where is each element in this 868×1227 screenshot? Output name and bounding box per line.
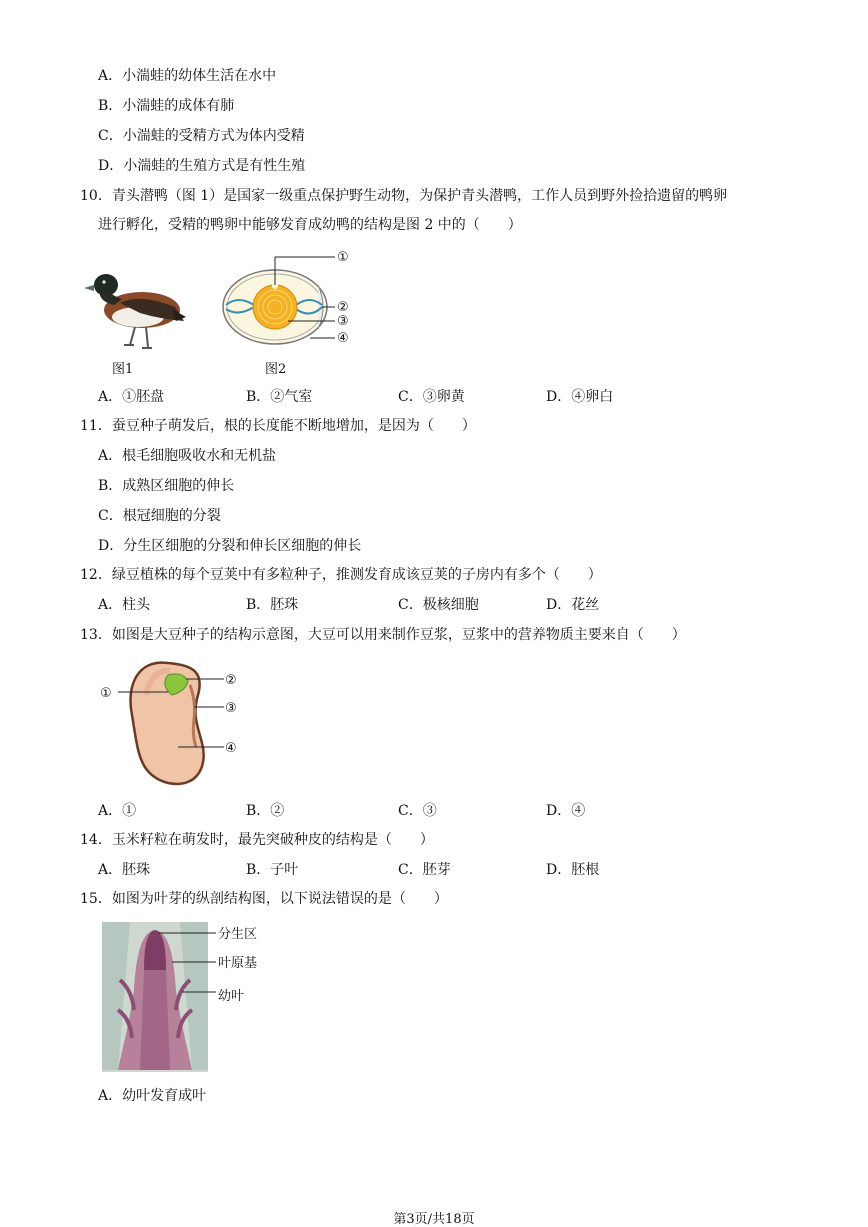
q14-option-d: D．胚根 (546, 862, 600, 878)
q13-stem: 13．如图是大豆种子的结构示意图，大豆可以用来制作豆浆，豆浆中的营养物质主要来自（ ） (80, 627, 686, 643)
leaf-bud-figure (100, 920, 280, 1075)
q11-option-d: D．分生区细胞的分裂和伸长区细胞的伸长 (98, 538, 362, 554)
q10-stem-line2: 进行孵化，受精的鸭卵中能够发育成幼鸭的结构是图 2 中的（ ） (98, 217, 522, 233)
egg-label-1: ① (337, 250, 349, 265)
bud-label-young-leaf: 幼叶 (218, 989, 245, 1004)
q10-option-a: A．①胚盘 (98, 389, 165, 405)
page-footer: 第3页/共18页 (393, 1212, 475, 1227)
seed-label-2: ② (225, 673, 237, 688)
q13-option-d: D．④ (546, 803, 586, 819)
bud-label-meristem: 分生区 (218, 927, 258, 942)
egg-structure-figure (218, 245, 363, 355)
q13-option-a: A．① (98, 803, 137, 819)
q13-option-c: C．③ (398, 803, 437, 819)
q15-option-a: A．幼叶发育成叶 (98, 1088, 207, 1104)
q10-option-b: B．②气室 (246, 389, 313, 405)
seed-label-3: ③ (225, 701, 237, 716)
q10-option-d: D．④卵白 (546, 389, 614, 405)
q14-option-c: C．胚芽 (398, 862, 451, 878)
q12-option-c: C．极核细胞 (398, 597, 479, 613)
q11-option-c: C．根冠细胞的分裂 (98, 508, 221, 524)
q11-option-a: A．根毛细胞吸收水和无机盐 (98, 448, 277, 464)
q15-stem: 15．如图为叶芽的纵剖结构图，以下说法错误的是（ ） (80, 891, 448, 907)
q12-stem: 12．绿豆植株的每个豆荚中有多粒种子，推测发育成该豆荚的子房内有多个（ ） (80, 567, 602, 583)
soybean-seed-figure (98, 655, 248, 790)
q14-option-b: B．子叶 (246, 862, 299, 878)
q11-option-b: B．成熟区细胞的伸长 (98, 478, 235, 494)
q9-option-d: D．小湍蛙的生殖方式是有性生殖 (98, 158, 306, 174)
egg-label-4: ④ (337, 331, 349, 346)
q14-stem: 14．玉米籽粒在萌发时，最先突破种皮的结构是（ ） (80, 832, 434, 848)
q10-option-c: C．③卵黄 (398, 389, 465, 405)
q9-option-b: B．小湍蛙的成体有肺 (98, 98, 235, 114)
q14-option-a: A．胚珠 (98, 862, 151, 878)
q12-option-a: A．柱头 (98, 597, 151, 613)
q9-option-a: A．小湍蛙的幼体生活在水中 (98, 68, 277, 84)
q13-option-b: B．② (246, 803, 285, 819)
seed-label-4: ④ (225, 741, 237, 756)
egg-label-2: ② (337, 300, 349, 315)
fig2-caption: 图2 (265, 362, 287, 377)
q10-stem-line1: 10．青头潜鸭（图 1）是国家一级重点保护野生动物，为保护青头潜鸭，工作人员到野外捡拾遗留的鸭卵 (80, 188, 728, 204)
q11-stem: 11．蚕豆种子萌发后，根的长度能不断地增加，是因为（ ） (80, 418, 476, 434)
bud-label-leaf-primordium: 叶原基 (218, 956, 258, 971)
seed-label-1: ① (100, 686, 112, 701)
q12-option-d: D．花丝 (546, 597, 600, 613)
q12-option-b: B．胚珠 (246, 597, 299, 613)
q9-option-c: C．小湍蛙的受精方式为体内受精 (98, 128, 305, 144)
egg-label-3: ③ (337, 314, 349, 329)
fig1-caption: 图1 (112, 362, 134, 377)
duck-figure (80, 255, 190, 355)
